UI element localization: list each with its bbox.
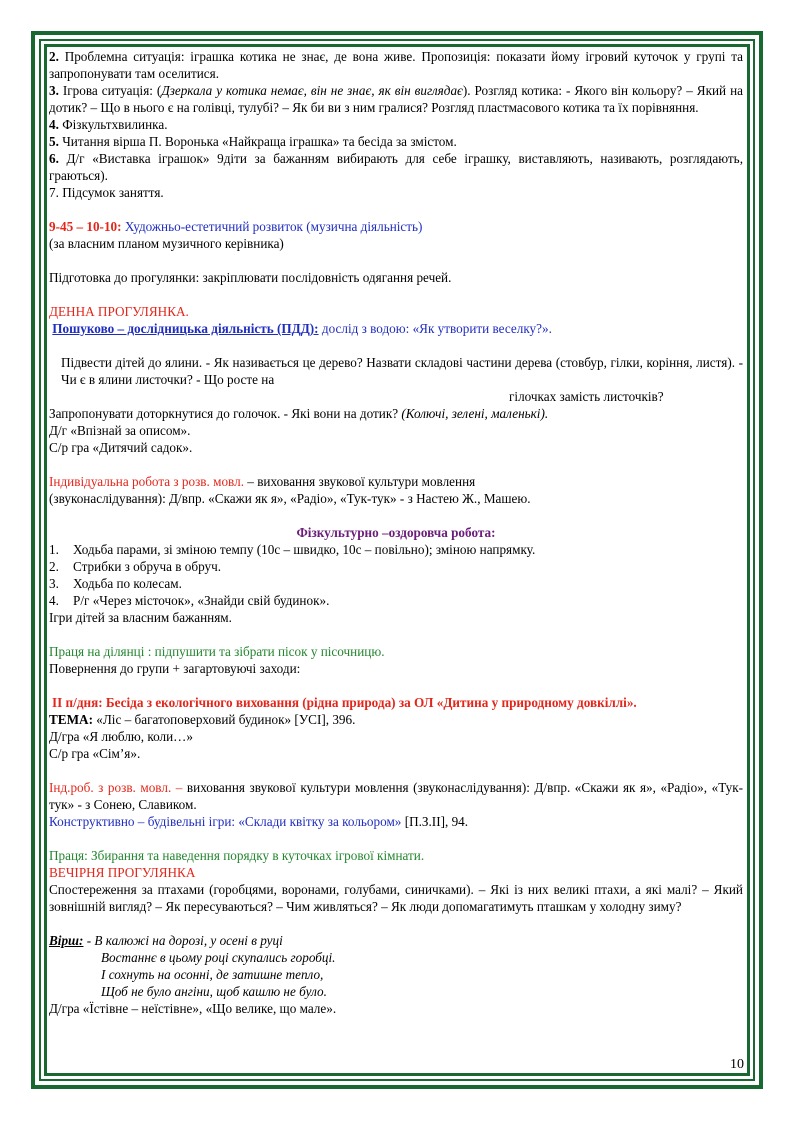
construction-games: Конструктивно – будівельні ігри: «Склади квітку за кольором» [П.З.ІІ], 94. (49, 814, 469, 829)
step-6: 6. Д/г «Виставка іграшок» 9діти за бажанням вибирають для себе іграшку, виставляють, називають, розглядають, граються). (49, 151, 743, 183)
list-item: 4. Р/г «Через місточок», «Знайди свій будинок». (49, 593, 330, 608)
pe-heading: Фізкультурно –оздоровча робота: (296, 525, 496, 540)
document-body (49, 48, 743, 1017)
poem-line: Востаннє в цьому році скупались горобці. (101, 950, 336, 965)
return-to-group: Повернення до групи + загартовуючі заходи: (49, 661, 301, 676)
individual-work-2: Інд.роб. з розв. мовл. – виховання звукової культури мовлення (звуконаслідування): Д/впр. «Скажи як я», «Радіо», «Тук-тук» - з Сонею, Славиком. (49, 780, 743, 812)
step-5: 5. Читання вірша П. Воронька «Найкраща іграшка» та бесіда за змістом. (49, 134, 457, 149)
didactic-game-love: Д/гра «Я люблю, коли…» (49, 729, 193, 744)
labor-indoor: Праця: Збирання та наведення порядку в куточках ігрової кімнати. (49, 848, 425, 863)
page-number: 10 (730, 1057, 744, 1072)
research-activity: Пошуково – дослідницька діяльність (ПДД): дослід з водою: «Як утворити веселку?». (52, 321, 552, 336)
day-walk-heading: ДЕННА ПРОГУЛЯНКА. (49, 304, 189, 319)
didactic-game-describe: Д/г «Впізнай за описом». (49, 423, 191, 438)
afternoon-heading: ІІ п/дня: Бесіда з екологічного виховання (рідна природа) за ОЛ «Дитина у природному довкіллі». (52, 695, 637, 710)
role-game-family: С/р гра «Сім’я». (49, 746, 141, 761)
step-7: 7. Підсумок заняття. (49, 185, 164, 200)
afternoon-theme: ТЕМА: «Ліс – багатоповерховий будинок» [УСІ], 396. (49, 712, 356, 727)
walk-preparation: Підготовка до прогулянки: закріплювати послідовність одягання речей. (49, 270, 452, 285)
step-4: 4. Фізкультхвилинка. (49, 117, 168, 132)
tree-observation-line-1: Підвести дітей до ялини. - Як називається це дерево? Назвати складові частини дерева (стовбур, гілки, коріння, листя). - Чи є в ялини листочки? - Що росте на (61, 355, 743, 387)
step-2: 2. Проблемна ситуація: іграшка котика не знає, де вона живе. Пропозиція: показати йому ігровий куточок у групі та запропонувати там оселитися. (49, 49, 743, 81)
pe-list (49, 541, 743, 609)
labor-on-site: Праця на ділянці : підпушити та зібрати пісок у пісочницю. (49, 644, 385, 659)
poem-first-line: Вірш: - В калюжі на дорозі, у осені в руці (49, 933, 283, 948)
music-session: 9-45 – 10-10: Художньо-естетичний розвиток (музична діяльність) (49, 219, 423, 234)
step-3: 3. Ігрова ситуація: (Дзеркала у котика немає, він не знає, як він виглядає). Розгляд котика: - Якого він кольору? – Який на дотик? – Що в нього є на голівці, тулубі? – Як би ви з ним гралися? Розгляд пластмасового котика та їх порівняння. (49, 83, 743, 115)
evening-walk-heading: ВЕЧІРНЯ ПРОГУЛЯНКА (49, 865, 196, 880)
list-item: 3. Ходьба по колесам. (49, 576, 182, 591)
individual-work: Індивідуальна робота з розв. мовл. – виховання звукової культури мовлення (49, 474, 476, 489)
poem-line: І сохнуть на осонні, де затишне тепло, (101, 967, 324, 982)
list-item: 2. Стрибки з обруча в обруч. (49, 559, 222, 574)
list-item: 1. Ходьба парами, зі зміною темпу (10с – швидко, 10с – повільно); зміною напрямку. (49, 542, 536, 557)
tree-observation-line-2: гілочках замість листочків? Запропонувати доторкнутися до голочок. - Які вони на дотик? (Колючі, зелені, маленькі). (49, 389, 664, 421)
bird-observation: Спостереження за птахами (горобцями, воронами, голубами, синичками). – Які із них великі птахи, а які малі? – Який зовнішній вигляд? – Як пересуваються? – Чим живляться? – Як люди допомагатимуть пташкам у холодну зиму? (49, 882, 743, 914)
music-note: (за власним планом музичного керівника) (49, 236, 284, 251)
final-didactic-game: Д/гра «Їстівне – неїстівне», «Що велике, що мале». (49, 1001, 337, 1016)
free-games: Ігри дітей за власним бажанням. (49, 610, 232, 625)
poem-line: Щоб не було ангіни, щоб кашлю не було. (101, 984, 327, 999)
role-game-kindergarten: С/р гра «Дитячий садок». (49, 440, 193, 455)
individual-work-details: (звуконаслідування): Д/впр. «Скажи як я», «Радіо», «Тук-тук» - з Настею Ж., Машею. (49, 491, 531, 506)
